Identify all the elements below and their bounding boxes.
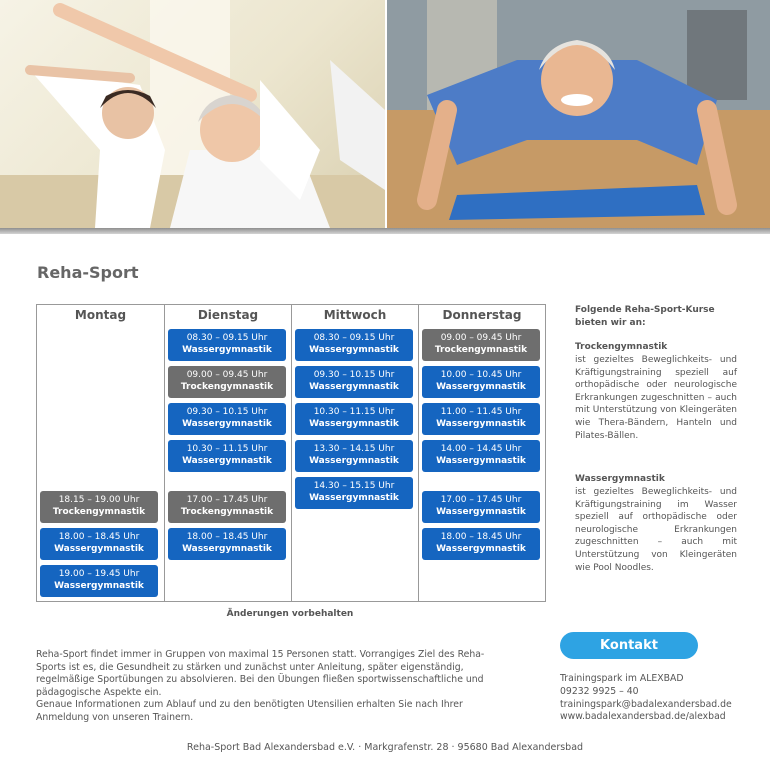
course-slot: [168, 403, 286, 435]
schedule-note: Änderungen vorbehalten: [226, 609, 354, 619]
course-slot: [422, 491, 540, 523]
slot-course: Trockengymnastik: [180, 507, 274, 517]
slot-course: Wassergymnastik: [309, 456, 399, 466]
slot-course: Wassergymnastik: [309, 345, 399, 355]
course-slot: [422, 366, 540, 398]
slot-course: Wassergymnastik: [182, 544, 272, 554]
course-slot: [422, 528, 540, 560]
slot-time: 10.30 – 11.15 Uhr: [313, 407, 395, 417]
slot-time: 18.00 – 18.45 Uhr: [58, 532, 140, 542]
contact-phone: 09232 9925 – 40: [560, 685, 639, 697]
photo-pushup-man: [387, 0, 770, 228]
day-column-donnerstag: [418, 305, 545, 601]
day-header: Montag: [74, 308, 127, 322]
course-description-trockengymnastik: ist gezieltes Beweglichkeits- und Kräftigungstraining speziell auf orthopädische oder neurologische Erkrankungen zugeschnitten – auch mit Unterstützung von Kleingeräten wie Thera-Bändern, Hanteln und Pilates-Bällen.: [575, 355, 737, 441]
slot-course: Wassergymnastik: [54, 581, 144, 591]
photo-stretching-women: [0, 0, 385, 228]
banner-divider: [0, 228, 770, 234]
slot-course: Wassergymnastik: [436, 507, 526, 517]
info-text: [36, 649, 506, 724]
slot-course: Wassergymnastik: [182, 456, 272, 466]
slot-time: 09.00 – 09.45 Uhr: [186, 370, 268, 380]
slot-course: Wassergymnastik: [182, 419, 272, 429]
slot-time: 17.00 – 17.45 Uhr: [440, 495, 522, 505]
course-slot: [422, 403, 540, 435]
course-schedule-table: [36, 304, 546, 602]
course-heading-wassergymnastik: Wassergymnastik: [575, 474, 665, 484]
slot-time: 09.00 – 09.45 Uhr: [440, 333, 522, 343]
course-slot: [295, 329, 413, 361]
slot-time: 18.00 – 18.45 Uhr: [440, 532, 522, 542]
course-description-wassergymnastik: ist gezieltes Beweglichkeits- und Kräftigungstraining im Wasser speziell auf orthopädische oder neurologische Erkrankungen zugeschnitten – auch mit Unterstützung von Kleingeräten wie Pool Noodles.: [575, 487, 737, 573]
footer-address: Reha-Sport Bad Alexandersbad e.V. · Markgrafenstr. 28 · 95680 Bad Alexandersbad: [186, 742, 584, 753]
info-paragraph: Genaue Informationen zum Ablauf und zu den benötigten Utensilien erhalten Sie nach Ihrer Anmeldung von unseren Trainern.: [36, 699, 463, 723]
day-header: Donnerstag: [442, 308, 522, 322]
hero-banner: [0, 0, 770, 233]
course-slot: [168, 528, 286, 560]
slot-course: Wassergymnastik: [182, 345, 272, 355]
day-column-mittwoch: [291, 305, 418, 601]
course-slot: [422, 329, 540, 361]
course-heading-trockengymnastik: Trockengymnastik: [575, 342, 668, 352]
slot-time: 09.30 – 10.15 Uhr: [313, 370, 395, 380]
course-slot: [40, 528, 158, 560]
course-slot: [168, 491, 286, 523]
slot-time: 18.00 – 18.45 Uhr: [186, 532, 268, 542]
day-column-montag: [37, 305, 164, 601]
slot-time: 14.30 – 15.15 Uhr: [313, 481, 395, 491]
contact-email[interactable]: trainingspark@badalexandersbad.de: [560, 698, 732, 710]
slot-course: Wassergymnastik: [436, 382, 526, 392]
slot-time: 13.30 – 14.15 Uhr: [313, 444, 395, 454]
page-title: Reha-Sport: [37, 263, 139, 282]
day-column-dienstag: [164, 305, 291, 601]
contact-website[interactable]: www.badalexandersbad.de/alexbad: [560, 711, 726, 723]
slot-course: Trockengymnastik: [52, 507, 146, 517]
slot-course: Trockengymnastik: [180, 382, 274, 392]
course-slot: [40, 565, 158, 597]
course-slot: [168, 329, 286, 361]
slot-time: 19.00 – 19.45 Uhr: [58, 569, 140, 579]
contact-block: [560, 673, 760, 724]
course-slot: [295, 477, 413, 509]
info-paragraph: Reha-Sport findet immer in Gruppen von maximal 15 Personen statt. Vorrangiges Ziel des Reha-Sports ist es, die Gesundheit zu stärken und zunächst unter Anleitung, später eigenständig, regelmäßige Sportübungen zu absolvieren. Bei den Übungen fließen sportwissenschaftliche und pädagogische Aspekte ein.: [36, 649, 485, 698]
slot-time: 11.00 – 11.45 Uhr: [440, 407, 522, 417]
slot-course: Wassergymnastik: [309, 493, 399, 503]
slot-time: 18.15 – 19.00 Uhr: [58, 495, 140, 505]
day-header: Dienstag: [197, 308, 259, 322]
slot-course: Wassergymnastik: [54, 544, 144, 554]
slot-course: Trockengymnastik: [434, 345, 528, 355]
day-header: Mittwoch: [323, 308, 387, 322]
course-slot: [40, 491, 158, 523]
course-slot: [168, 366, 286, 398]
slot-time: 17.00 – 17.45 Uhr: [186, 495, 268, 505]
course-slot: [295, 440, 413, 472]
course-slot: [422, 440, 540, 472]
course-slot: [295, 366, 413, 398]
course-slot: [295, 403, 413, 435]
slot-course: Wassergymnastik: [436, 456, 526, 466]
kontakt-button[interactable]: Kontakt: [560, 632, 698, 659]
slot-time: 09.30 – 10.15 Uhr: [186, 407, 268, 417]
slot-time: 08.30 – 09.15 Uhr: [186, 333, 268, 343]
slot-time: 10.00 – 10.45 Uhr: [440, 370, 522, 380]
slot-course: Wassergymnastik: [309, 419, 399, 429]
slot-course: Wassergymnastik: [309, 382, 399, 392]
slot-time: 14.00 – 14.45 Uhr: [440, 444, 522, 454]
course-slot: [168, 440, 286, 472]
slot-time: 08.30 – 09.15 Uhr: [313, 333, 395, 343]
slot-time: 10.30 – 11.15 Uhr: [186, 444, 268, 454]
contact-name: Trainingspark im ALEXBAD: [560, 673, 684, 684]
slot-course: Wassergymnastik: [436, 419, 526, 429]
courses-intro: Folgende Reha-Sport-Kurse bieten wir an:: [575, 305, 715, 328]
course-descriptions: [575, 304, 737, 573]
slot-course: Wassergymnastik: [436, 544, 526, 554]
